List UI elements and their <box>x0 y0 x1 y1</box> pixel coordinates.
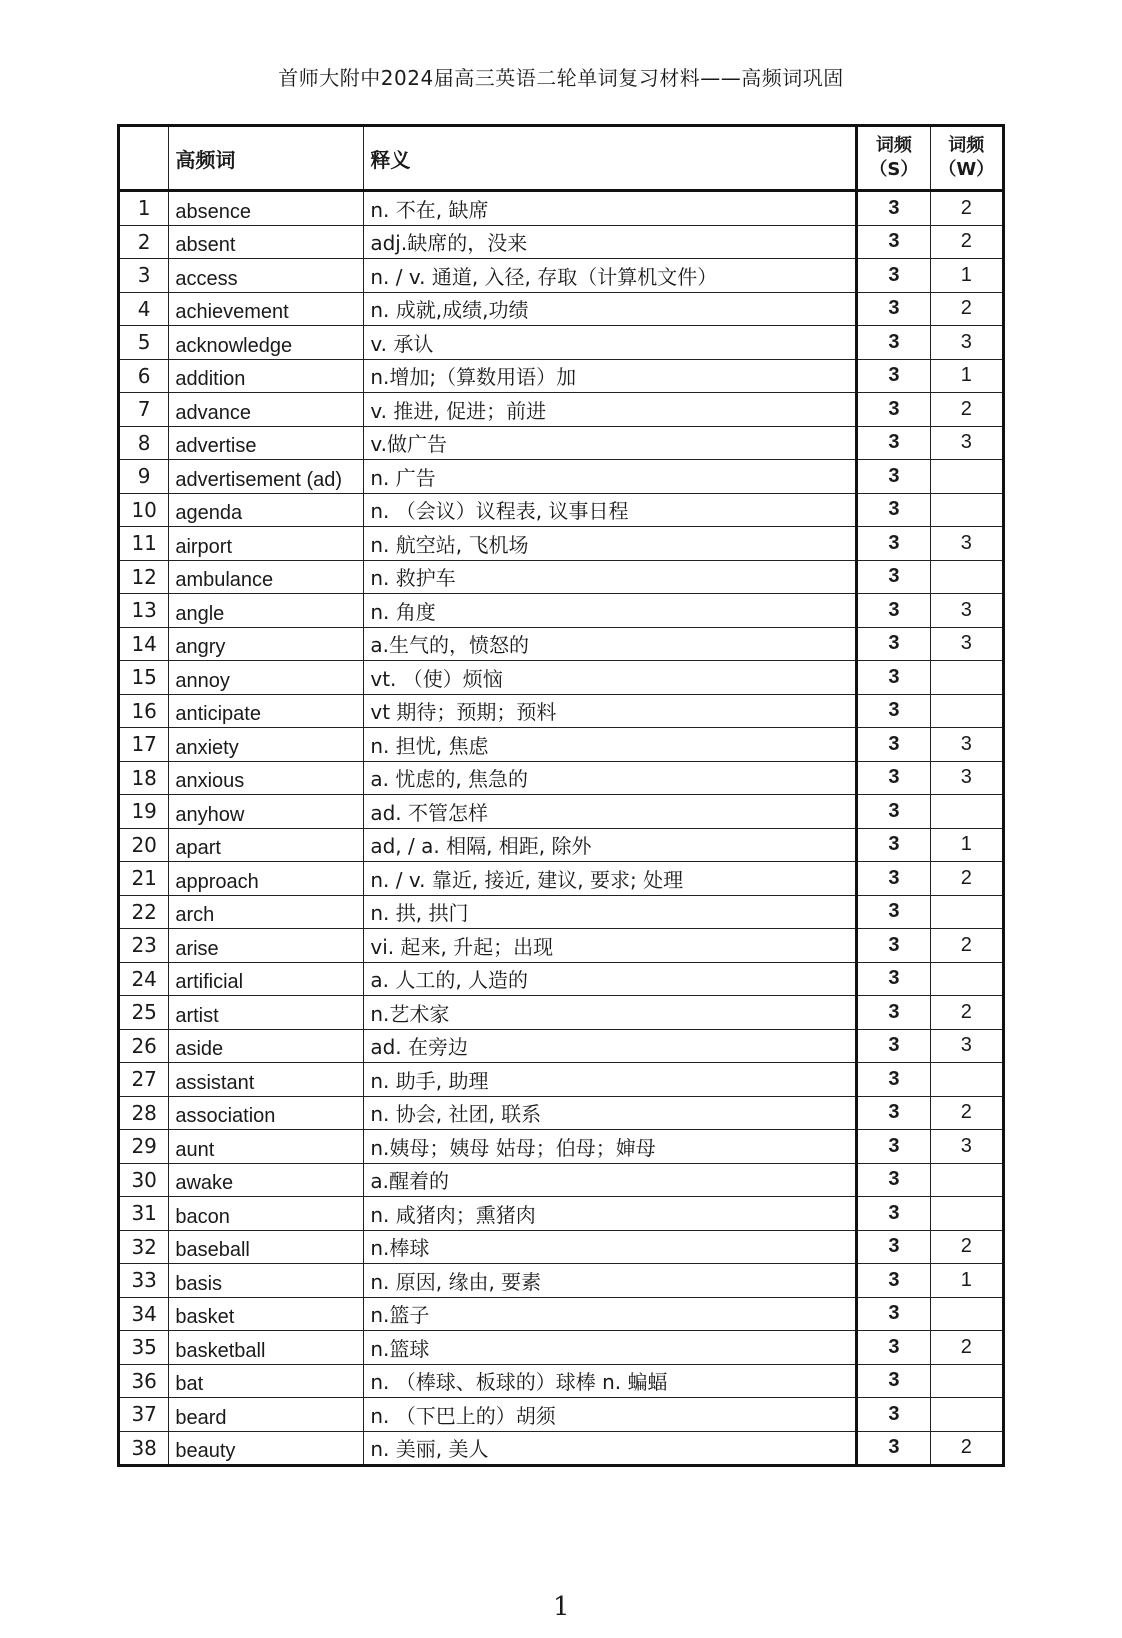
header-word: 高频词 <box>169 126 364 191</box>
frequency-s-cell: 3 <box>857 694 930 728</box>
table-row <box>119 225 1004 259</box>
row-number: 19 <box>119 795 169 829</box>
word-cell: absent <box>169 225 364 259</box>
frequency-s-cell: 3 <box>857 962 930 996</box>
definition-cell: n. 角度 <box>364 594 857 628</box>
page-title: 首师大附中2024届高三英语二轮单词复习材料——高频词巩固 <box>278 66 844 90</box>
word-cell: approach <box>169 862 364 896</box>
word-cell: apart <box>169 828 364 862</box>
frequency-s-cell: 3 <box>857 661 930 695</box>
definition-cell: a.醒着的 <box>364 1163 857 1197</box>
word-cell: artificial <box>169 962 364 996</box>
table-row <box>119 426 1004 460</box>
table-row <box>119 1398 1004 1432</box>
table-row <box>119 359 1004 393</box>
frequency-w-cell <box>930 1398 1003 1432</box>
definition-cell: n.增加;（算数用语）加 <box>364 359 857 393</box>
definition-cell: n. （会议）议程表, 议事日程 <box>364 493 857 527</box>
frequency-s-cell: 3 <box>857 1096 930 1130</box>
frequency-w-cell: 1 <box>930 259 1003 293</box>
header-frequency-w: 词频（W） <box>930 126 1003 191</box>
frequency-s-cell: 3 <box>857 1063 930 1097</box>
definition-cell: n. 救护车 <box>364 560 857 594</box>
frequency-w-cell: 2 <box>930 862 1003 896</box>
definition-cell: n.篮球 <box>364 1331 857 1365</box>
frequency-w-cell: 2 <box>930 1331 1003 1365</box>
table-row <box>119 1197 1004 1231</box>
word-cell: achievement <box>169 292 364 326</box>
table-row <box>119 728 1004 762</box>
row-number: 8 <box>119 426 169 460</box>
table-header-row <box>119 126 1004 191</box>
definition-cell: v. 承认 <box>364 326 857 360</box>
page-number: 1 <box>553 1592 570 1622</box>
frequency-s-cell: 3 <box>857 493 930 527</box>
row-number: 30 <box>119 1163 169 1197</box>
frequency-s-cell: 3 <box>857 627 930 661</box>
frequency-s-cell: 3 <box>857 1163 930 1197</box>
definition-cell: n. / v. 通道, 入径, 存取（计算机文件） <box>364 259 857 293</box>
word-cell: angry <box>169 627 364 661</box>
definition-cell: n. 协会, 社团, 联系 <box>364 1096 857 1130</box>
row-number: 12 <box>119 560 169 594</box>
definition-cell: n.棒球 <box>364 1230 857 1264</box>
frequency-w-cell: 2 <box>930 1096 1003 1130</box>
table-row <box>119 594 1004 628</box>
frequency-s-cell: 3 <box>857 929 930 963</box>
definition-cell: v.做广告 <box>364 426 857 460</box>
frequency-w-cell: 2 <box>930 225 1003 259</box>
word-cell: anyhow <box>169 795 364 829</box>
frequency-s-cell: 3 <box>857 728 930 762</box>
table-row <box>119 661 1004 695</box>
frequency-w-cell <box>930 661 1003 695</box>
frequency-w-cell: 3 <box>930 594 1003 628</box>
table-row <box>119 191 1004 226</box>
row-number: 25 <box>119 996 169 1030</box>
frequency-s-cell: 3 <box>857 393 930 427</box>
row-number: 22 <box>119 895 169 929</box>
header-frequency-s: 词频（S） <box>857 126 930 191</box>
frequency-s-cell: 3 <box>857 527 930 561</box>
frequency-s-cell: 3 <box>857 795 930 829</box>
frequency-s-cell: 3 <box>857 225 930 259</box>
frequency-w-cell <box>930 694 1003 728</box>
row-number: 6 <box>119 359 169 393</box>
frequency-w-cell: 3 <box>930 1029 1003 1063</box>
definition-cell: a. 忧虑的, 焦急的 <box>364 761 857 795</box>
word-cell: angle <box>169 594 364 628</box>
word-cell: advance <box>169 393 364 427</box>
definition-cell: n. 广告 <box>364 460 857 494</box>
definition-cell: n. 拱, 拱门 <box>364 895 857 929</box>
row-number: 24 <box>119 962 169 996</box>
row-number: 27 <box>119 1063 169 1097</box>
table-row <box>119 1431 1004 1466</box>
frequency-w-cell: 3 <box>930 1130 1003 1164</box>
frequency-s-cell: 3 <box>857 1197 930 1231</box>
table-row <box>119 1029 1004 1063</box>
frequency-w-cell <box>930 795 1003 829</box>
row-number: 10 <box>119 493 169 527</box>
word-cell: aunt <box>169 1130 364 1164</box>
word-cell: basis <box>169 1264 364 1298</box>
row-number: 17 <box>119 728 169 762</box>
row-number: 35 <box>119 1331 169 1365</box>
word-cell: association <box>169 1096 364 1130</box>
frequency-s-cell: 3 <box>857 1331 930 1365</box>
definition-cell: n. 美丽, 美人 <box>364 1431 857 1466</box>
definition-cell: n. （下巴上的）胡须 <box>364 1398 857 1432</box>
definition-cell: n. （棒球、板球的）球棒 n. 蝙蝠 <box>364 1364 857 1398</box>
definition-cell: n. 咸猪肉；熏猪肉 <box>364 1197 857 1231</box>
frequency-w-cell: 3 <box>930 426 1003 460</box>
header-number <box>119 126 169 191</box>
table-row <box>119 694 1004 728</box>
table-row <box>119 393 1004 427</box>
frequency-s-cell: 3 <box>857 996 930 1030</box>
frequency-s-cell: 3 <box>857 895 930 929</box>
table-row <box>119 292 1004 326</box>
word-cell: anticipate <box>169 694 364 728</box>
row-number: 20 <box>119 828 169 862</box>
row-number: 38 <box>119 1431 169 1466</box>
frequency-w-cell <box>930 1364 1003 1398</box>
word-cell: basketball <box>169 1331 364 1365</box>
definition-cell: n. 助手, 助理 <box>364 1063 857 1097</box>
definition-cell: vt 期待；预期；预料 <box>364 694 857 728</box>
definition-cell: ad. 在旁边 <box>364 1029 857 1063</box>
definition-cell: n. 成就,成绩,功绩 <box>364 292 857 326</box>
table-row <box>119 259 1004 293</box>
frequency-w-cell <box>930 460 1003 494</box>
table-row <box>119 929 1004 963</box>
frequency-s-cell: 3 <box>857 1264 930 1298</box>
row-number: 14 <box>119 627 169 661</box>
word-cell: acknowledge <box>169 326 364 360</box>
frequency-w-cell: 2 <box>930 393 1003 427</box>
table-row <box>119 1297 1004 1331</box>
word-cell: anxiety <box>169 728 364 762</box>
vocab-table <box>117 124 1005 1467</box>
frequency-w-cell: 1 <box>930 359 1003 393</box>
frequency-w-cell <box>930 962 1003 996</box>
row-number: 31 <box>119 1197 169 1231</box>
frequency-w-cell: 2 <box>930 292 1003 326</box>
table-row <box>119 1063 1004 1097</box>
frequency-w-cell: 1 <box>930 1264 1003 1298</box>
word-cell: bat <box>169 1364 364 1398</box>
table-row <box>119 795 1004 829</box>
table-row <box>119 1364 1004 1398</box>
word-cell: artist <box>169 996 364 1030</box>
frequency-s-cell: 3 <box>857 1364 930 1398</box>
word-cell: arch <box>169 895 364 929</box>
row-number: 36 <box>119 1364 169 1398</box>
frequency-s-cell: 3 <box>857 259 930 293</box>
definition-cell: ad, / a. 相隔, 相距, 除外 <box>364 828 857 862</box>
frequency-s-cell: 3 <box>857 460 930 494</box>
row-number: 29 <box>119 1130 169 1164</box>
table-row <box>119 996 1004 1030</box>
frequency-s-cell: 3 <box>857 1398 930 1432</box>
frequency-s-cell: 3 <box>857 594 930 628</box>
table-row <box>119 493 1004 527</box>
table-row <box>119 1331 1004 1365</box>
definition-cell: n. 原因, 缘由, 要素 <box>364 1264 857 1298</box>
table-row <box>119 527 1004 561</box>
row-number: 18 <box>119 761 169 795</box>
frequency-w-cell <box>930 1297 1003 1331</box>
row-number: 26 <box>119 1029 169 1063</box>
row-number: 5 <box>119 326 169 360</box>
frequency-s-cell: 3 <box>857 326 930 360</box>
table-row <box>119 326 1004 360</box>
word-cell: awake <box>169 1163 364 1197</box>
word-cell: annoy <box>169 661 364 695</box>
table-row <box>119 761 1004 795</box>
frequency-w-cell <box>930 1197 1003 1231</box>
word-cell: ambulance <box>169 560 364 594</box>
row-number: 13 <box>119 594 169 628</box>
table-row <box>119 962 1004 996</box>
row-number: 7 <box>119 393 169 427</box>
frequency-w-cell: 2 <box>930 191 1003 226</box>
word-cell: basket <box>169 1297 364 1331</box>
definition-cell: vt. （使）烦恼 <box>364 661 857 695</box>
word-cell: access <box>169 259 364 293</box>
row-number: 1 <box>119 191 169 226</box>
definition-cell: v. 推进, 促进；前进 <box>364 393 857 427</box>
frequency-s-cell: 3 <box>857 191 930 226</box>
definition-cell: a. 人工的, 人造的 <box>364 962 857 996</box>
frequency-w-cell: 3 <box>930 527 1003 561</box>
word-cell: bacon <box>169 1197 364 1231</box>
row-number: 34 <box>119 1297 169 1331</box>
frequency-w-cell: 3 <box>930 627 1003 661</box>
definition-cell: vi. 起来, 升起；出现 <box>364 929 857 963</box>
frequency-s-cell: 3 <box>857 862 930 896</box>
table-row <box>119 1230 1004 1264</box>
frequency-s-cell: 3 <box>857 828 930 862</box>
word-cell: aside <box>169 1029 364 1063</box>
table-row <box>119 862 1004 896</box>
word-cell: beauty <box>169 1431 364 1466</box>
frequency-s-cell: 3 <box>857 1297 930 1331</box>
definition-cell: a.生气的，愤怒的 <box>364 627 857 661</box>
frequency-w-cell: 3 <box>930 761 1003 795</box>
table-row <box>119 627 1004 661</box>
row-number: 33 <box>119 1264 169 1298</box>
frequency-w-cell <box>930 895 1003 929</box>
table-row <box>119 1264 1004 1298</box>
definition-cell: n. 航空站, 飞机场 <box>364 527 857 561</box>
frequency-s-cell: 3 <box>857 1230 930 1264</box>
definition-cell: n.篮子 <box>364 1297 857 1331</box>
table-row <box>119 1130 1004 1164</box>
definition-cell: n. 不在, 缺席 <box>364 191 857 226</box>
word-cell: advertise <box>169 426 364 460</box>
definition-cell: n. 担忧, 焦虑 <box>364 728 857 762</box>
frequency-w-cell <box>930 1063 1003 1097</box>
frequency-s-cell: 3 <box>857 292 930 326</box>
word-cell: addition <box>169 359 364 393</box>
row-number: 4 <box>119 292 169 326</box>
table-row <box>119 828 1004 862</box>
word-cell: assistant <box>169 1063 364 1097</box>
frequency-w-cell: 2 <box>930 1431 1003 1466</box>
frequency-w-cell: 2 <box>930 929 1003 963</box>
definition-cell: adj.缺席的，没来 <box>364 225 857 259</box>
frequency-s-cell: 3 <box>857 1130 930 1164</box>
frequency-w-cell <box>930 493 1003 527</box>
table-row <box>119 460 1004 494</box>
row-number: 15 <box>119 661 169 695</box>
frequency-w-cell: 1 <box>930 828 1003 862</box>
word-cell: beard <box>169 1398 364 1432</box>
frequency-w-cell <box>930 560 1003 594</box>
frequency-s-cell: 3 <box>857 560 930 594</box>
row-number: 23 <box>119 929 169 963</box>
word-cell: baseball <box>169 1230 364 1264</box>
row-number: 28 <box>119 1096 169 1130</box>
word-cell: anxious <box>169 761 364 795</box>
frequency-s-cell: 3 <box>857 359 930 393</box>
frequency-s-cell: 3 <box>857 761 930 795</box>
table-row <box>119 895 1004 929</box>
header-definition: 释义 <box>364 126 857 191</box>
word-cell: advertisement (ad) <box>169 460 364 494</box>
frequency-w-cell: 2 <box>930 1230 1003 1264</box>
definition-cell: ad. 不管怎样 <box>364 795 857 829</box>
table-row <box>119 1096 1004 1130</box>
row-number: 9 <box>119 460 169 494</box>
row-number: 21 <box>119 862 169 896</box>
definition-cell: n.姨母；姨母 姑母；伯母；婶母 <box>364 1130 857 1164</box>
word-cell: absence <box>169 191 364 226</box>
definition-cell: n. / v. 靠近, 接近, 建议, 要求; 处理 <box>364 862 857 896</box>
row-number: 37 <box>119 1398 169 1432</box>
table-row <box>119 560 1004 594</box>
table-body <box>119 191 1004 1466</box>
row-number: 16 <box>119 694 169 728</box>
frequency-s-cell: 3 <box>857 426 930 460</box>
frequency-w-cell <box>930 1163 1003 1197</box>
frequency-w-cell: 3 <box>930 326 1003 360</box>
table-row <box>119 1163 1004 1197</box>
frequency-s-cell: 3 <box>857 1431 930 1466</box>
frequency-w-cell: 3 <box>930 728 1003 762</box>
word-cell: agenda <box>169 493 364 527</box>
row-number: 3 <box>119 259 169 293</box>
word-cell: airport <box>169 527 364 561</box>
row-number: 32 <box>119 1230 169 1264</box>
frequency-w-cell: 2 <box>930 996 1003 1030</box>
row-number: 11 <box>119 527 169 561</box>
definition-cell: n.艺术家 <box>364 996 857 1030</box>
word-cell: arise <box>169 929 364 963</box>
row-number: 2 <box>119 225 169 259</box>
frequency-s-cell: 3 <box>857 1029 930 1063</box>
